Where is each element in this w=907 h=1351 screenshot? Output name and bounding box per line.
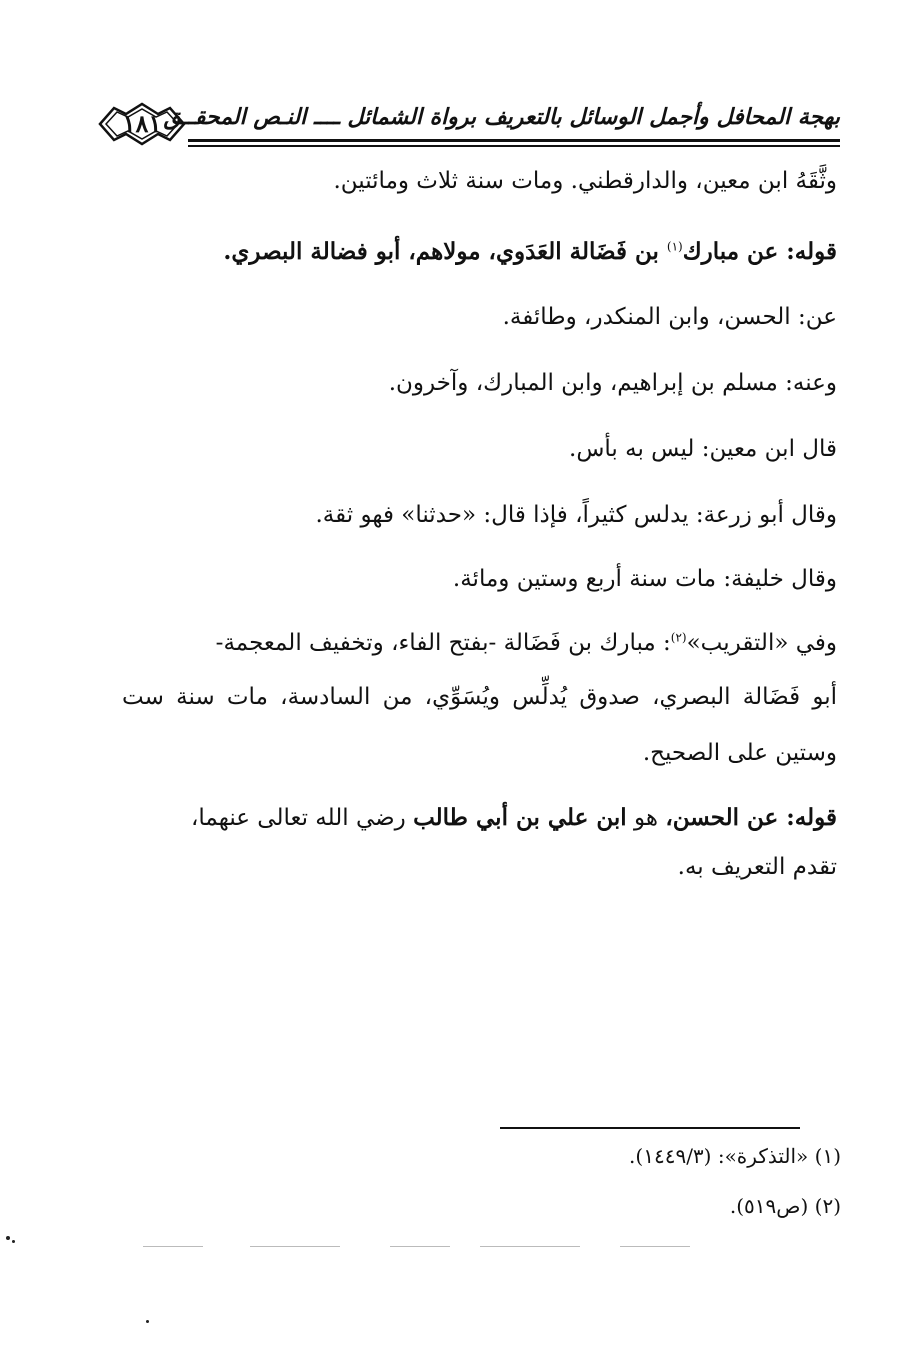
line-text: وعنه: مسلم بن إبراهيم، وابن المبارك، وآخرون. [388, 370, 837, 396]
footnote-marker: (٢) [814, 1194, 841, 1218]
text-line [122, 304, 837, 330]
footnote-ref: (١) [666, 239, 683, 254]
footnote-divider [500, 1127, 800, 1129]
narrator-label: قوله: عن الحسن، [665, 804, 837, 831]
scan-speck [146, 1320, 149, 1323]
text-line-narrator-heading [122, 238, 837, 265]
text-line [122, 168, 837, 194]
line-text: وقال خليفة: مات سنة أربع وستين ومائة. [452, 566, 837, 592]
page-header [96, 94, 840, 154]
line-text: أبو فَضَالة البصري، صدوق يُدلِّس ويُسَوِّي، من السادسة، مات سنة ست [122, 684, 837, 710]
scan-speck [6, 1236, 10, 1240]
line-text: وفي «التقريب» [686, 630, 837, 656]
scan-speck [390, 1246, 450, 1247]
text-line [122, 566, 837, 592]
line-text: وستين على الصحيح. [642, 740, 837, 766]
page-number-badge [96, 102, 188, 146]
line-text: تقدم التعريف به. [677, 854, 837, 880]
scan-speck [620, 1246, 690, 1247]
text-line [122, 502, 837, 528]
line-text: وثَّقَهُ ابن معين، والدارقطني. ومات سنة ثلاث ومائتين. [333, 168, 837, 194]
text-line-narrator-heading [122, 804, 837, 831]
header-rule-thick [188, 139, 840, 142]
footnote-text: «التذكرة»: (١٤٤٩/٣). [629, 1144, 809, 1168]
footnote-ref: (٢) [670, 630, 687, 645]
scan-speck [250, 1246, 340, 1247]
text-line [122, 630, 837, 656]
line-text: وقال أبو زرعة: يدلس كثيراً، فإذا قال: «حدثنا» فهو ثقة. [315, 502, 837, 528]
narrator-name: ابن علي بن أبي طالب [413, 804, 627, 831]
scan-speck [12, 1240, 15, 1243]
text-line [122, 370, 837, 396]
text-line [122, 854, 837, 880]
text-line [122, 436, 837, 462]
line-text: هو [626, 805, 666, 831]
scan-speck [143, 1246, 203, 1247]
narrator-name: بن فَضَالة العَدَوي، مولاهم، أبو فضالة البصري. [223, 238, 667, 265]
line-text: رضي الله تعالى عنهما، [191, 805, 414, 831]
header-rule-thin [188, 145, 840, 147]
footnote-item [629, 1144, 841, 1168]
text-line [122, 740, 837, 766]
line-text: عن: الحسن، وابن المنكدر، وطائفة. [502, 304, 837, 330]
footnote-marker: (١) [814, 1144, 841, 1168]
text-line [122, 684, 837, 710]
running-title: بهجة المحافل وأجمل الوسائل بالتعريف برواة الشمائل ــــ النـص المحقــق [163, 104, 840, 130]
scan-speck [480, 1246, 580, 1247]
footnote-item [730, 1194, 841, 1218]
line-text: : مبارك بن فَضَالة -بفتح الفاء، وتخفيف المعجمة- [215, 630, 671, 656]
line-text: قال ابن معين: ليس به بأس. [569, 436, 837, 462]
footnote-text: (ص٥١٩). [729, 1194, 809, 1218]
narrator-label: قوله: عن مبارك [682, 238, 837, 265]
page-number: ١٨١ [122, 109, 162, 138]
